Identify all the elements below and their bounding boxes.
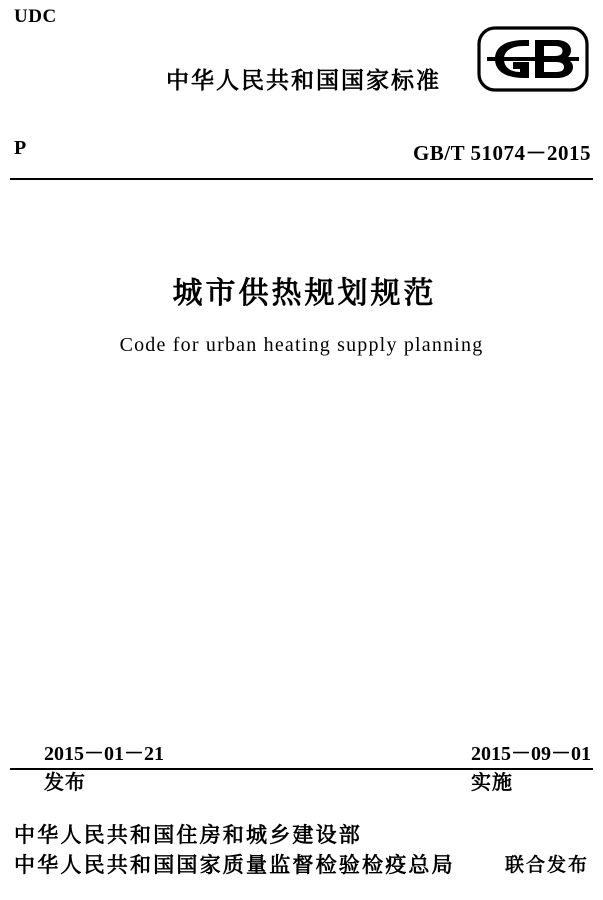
publisher-line-1: 中华人民共和国住房和城乡建设部	[14, 823, 362, 847]
issue-date: 2015－01－21	[44, 743, 164, 765]
standard-number: GB/T 51074－2015	[412, 141, 591, 165]
publisher-footer	[0, 820, 603, 882]
effective-date-group	[441, 714, 591, 818]
page-title-cn: 城市供热规划规范	[172, 276, 437, 311]
classification-mark: P	[14, 137, 27, 159]
effective-label: 实施	[471, 770, 513, 794]
divider-bottom	[10, 768, 593, 770]
issue-date-group	[14, 714, 164, 818]
issue-label: 发布	[44, 770, 86, 794]
publisher-organizations	[14, 820, 455, 880]
joint-publish-label: 联合发布	[504, 854, 589, 876]
publisher-line-2: 中华人民共和国国家质量监督检验检疫总局	[14, 853, 455, 877]
classification-row	[0, 137, 603, 167]
dates-row	[0, 714, 603, 794]
effective-date: 2015－09－01	[471, 743, 591, 765]
udc-label: UDC	[14, 6, 57, 27]
divider-top	[10, 178, 593, 180]
national-standard-header: 中华人民共和国国家标准	[166, 68, 441, 94]
page-title-en: Code for urban heating supply planning	[119, 334, 484, 356]
